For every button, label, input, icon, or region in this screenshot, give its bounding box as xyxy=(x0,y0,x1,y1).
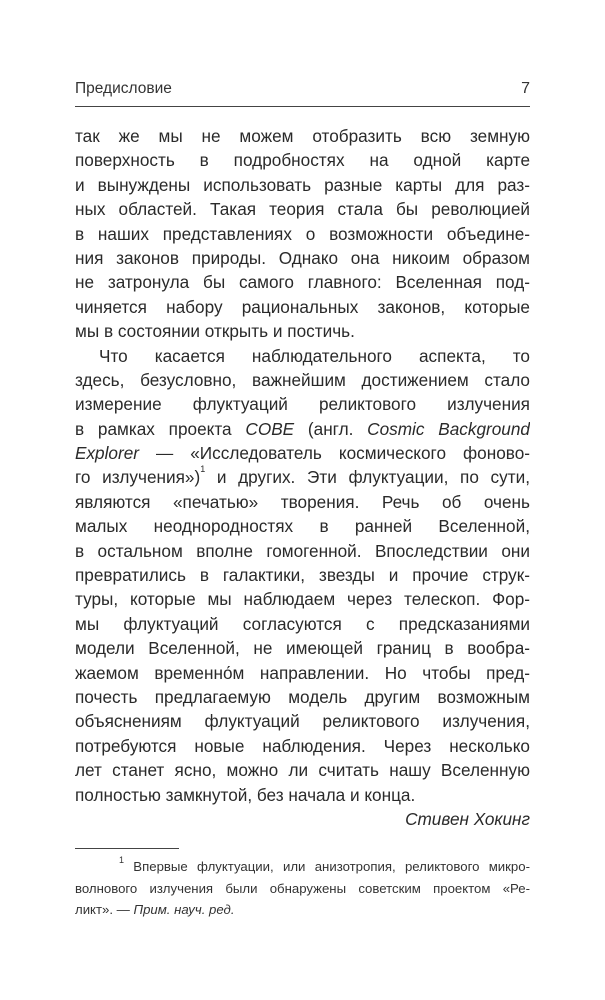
text-line xyxy=(75,344,530,368)
text-segment: ных областей. Такая теория стала бы революцией xyxy=(75,199,530,220)
text-segment: мы в состоянии открыть и постичь. xyxy=(75,321,355,342)
text-line xyxy=(75,417,530,441)
text-segment: не затронула бы самого главного: Вселенная под- xyxy=(75,272,530,293)
text-line xyxy=(75,173,530,197)
text-segment: жаемом временно́м направлении. Но чтобы пред- xyxy=(75,662,530,683)
italic-text: COBE xyxy=(245,418,295,439)
text-segment: так же мы не можем отобразить всю земную xyxy=(75,126,530,146)
text-line xyxy=(75,295,530,319)
running-head: Предисловие xyxy=(75,80,172,97)
text-segment: в наших представлениях о возможности объедине- xyxy=(75,223,530,244)
text-line xyxy=(75,465,530,489)
text-line xyxy=(75,783,530,807)
text-line xyxy=(75,246,530,270)
text-segment: ликт». — xyxy=(75,902,134,917)
text-segment: модели Вселенной, не имеющей границ в вообра- xyxy=(75,638,530,659)
text-line xyxy=(75,636,530,660)
text-segment: поверхность в подробностях на одной карте xyxy=(75,150,530,171)
footnote xyxy=(75,856,530,921)
footnote-divider xyxy=(75,848,179,849)
text-segment: лет станет ясно, можно ли считать нашу Вселенную xyxy=(75,760,530,781)
text-line xyxy=(75,685,530,709)
footnote-line xyxy=(75,856,530,878)
text-segment: здесь, безусловно, важнейшим достижением стало xyxy=(75,369,530,390)
page-number: 7 xyxy=(521,80,530,97)
text-line xyxy=(75,222,530,246)
text-segment: мы флуктуаций согласуются с предсказаниями xyxy=(75,613,530,634)
text-line xyxy=(75,319,530,343)
body-text xyxy=(75,124,530,831)
text-segment: малых неоднородностях в ранней Вселенной, xyxy=(75,516,530,537)
italic-text: Стивен Хокинг xyxy=(405,808,530,829)
footnote-marker: 1 xyxy=(200,465,206,475)
text-segment: чиняется набору рациональных законов, которые xyxy=(75,296,530,317)
text-segment: туры, которые мы наблюдаем через телескоп. Фор- xyxy=(75,589,530,610)
footnote-line xyxy=(75,878,530,900)
text-line xyxy=(75,441,530,465)
text-segment: — «Исследователь космического фоново- xyxy=(139,443,530,464)
text-line xyxy=(75,563,530,587)
text-line xyxy=(75,270,530,294)
text-segment: в остальном вполне гомогенной. Впоследствии они xyxy=(75,540,530,561)
italic-text: Cosmic Background xyxy=(367,418,530,439)
footnote-line xyxy=(75,899,530,921)
text-segment: превратились в галактики, звезды и прочие струк- xyxy=(75,565,530,586)
text-line xyxy=(75,392,530,416)
text-line xyxy=(75,709,530,733)
text-segment: Впервые флуктуации, или анизотропия, реликтового микро- xyxy=(124,859,530,874)
text-segment: и других. Эти флуктуации, по сути, xyxy=(205,467,530,488)
text-line xyxy=(75,612,530,636)
italic-text: Прим. науч. ред. xyxy=(133,902,235,917)
text-segment: и вынуждены использовать разные карты для раз- xyxy=(75,174,530,195)
italic-text: Explorer xyxy=(75,443,139,464)
text-segment: являются «печатью» творения. Речь об очень xyxy=(75,491,530,512)
text-line xyxy=(75,197,530,221)
footnote-marker: 1 xyxy=(119,856,125,865)
text-segment: в рамках проекта xyxy=(75,418,246,439)
text-segment: полностью замкнутой, без начала и конца. xyxy=(75,784,416,805)
text-segment: объяснениям флуктуаций реликтового излучения, xyxy=(75,711,530,732)
text-segment: почесть предлагаемую модель другим возможным xyxy=(75,686,530,707)
text-line xyxy=(75,539,530,563)
text-line xyxy=(75,514,530,538)
author-signature xyxy=(75,807,530,831)
text-segment: потребуются новые наблюдения. Через несколько xyxy=(75,735,530,756)
text-segment: волнового излучения были обнаружены советским проектом «Ре- xyxy=(75,880,530,896)
text-line xyxy=(75,661,530,685)
text-line xyxy=(75,124,530,148)
text-segment: Что касается наблюдательного аспекта, то xyxy=(99,345,530,366)
text-segment: измерение флуктуаций реликтового излучения xyxy=(75,394,530,415)
text-line xyxy=(75,587,530,611)
text-segment: (англ. xyxy=(294,418,368,439)
text-segment: ния законов природы. Однако она никоим образом xyxy=(75,247,530,268)
page-header xyxy=(75,80,530,107)
text-line xyxy=(75,490,530,514)
text-segment: го излучения») xyxy=(75,467,201,488)
text-line xyxy=(75,368,530,392)
text-line xyxy=(75,734,530,758)
text-line xyxy=(75,148,530,172)
text-line xyxy=(75,758,530,782)
